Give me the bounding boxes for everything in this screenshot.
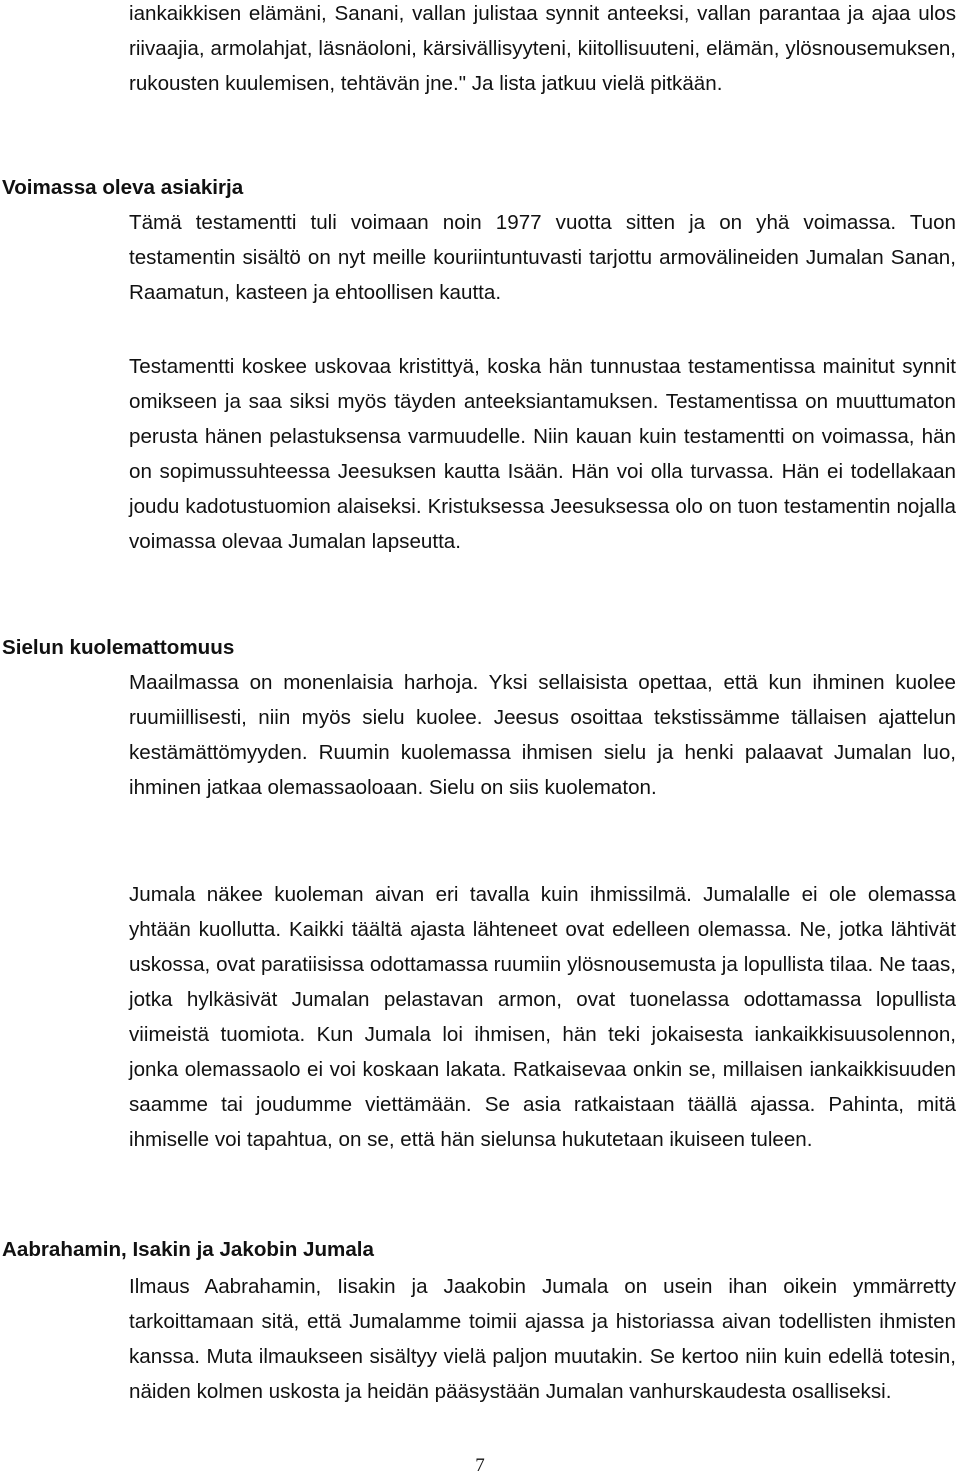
page-number: 7 [475,1455,485,1476]
paragraph-god-sees-death: Jumala näkee kuoleman aivan eri tavalla kuin ihmissilmä. Jumalalle ei ole olemassa yhtään kuollutta. Kaikki täältä ajasta lähteneet ovat edelleen olemassa. Ne, jotka lähtivät uskossa, ovat paratiisissa odottamassa ruumiin ylösnousemusta ja lopullista tilaa. Ne taas, jotka hylkäsivät Jumalan pelastavan armon, ovat tuonelassa odottamassa lopullista viimeistä tuomiota. Kun Jumala loi ihmisen, hän teki jokaisesta iankaikkisuusolennon, jonka olemassaolo ei voi koskaan lakata. Ratkaisevaa onkin se, millaisen iankaikkisuuden saamme tai joudumme viettämään. Se asia ratkaistaan täällä ajassa. Pahinta, mitä ihmiselle voi tapahtua, on se, että hän sielunsa hukutetaan ikuiseen tuleen. [129,883,956,1151]
paragraph-soul-immortality: Maailmassa on monenlaisia harhoja. Yksi sellaisista opettaa, että kun ihminen kuolee ruumiillisesti, niin myös sielu kuolee. Jeesus osoittaa tekstissämme tällaisen ajattelun kestämättömyyden. Ruumin kuolemassa ihmisen sielu ja henki palaavat Jumalan luo, ihminen jatkaa olemassaoloaan. Sielu on siis kuolematon. [129,671,956,799]
heading-voimassa-oleva-asiakirja: Voimassa oleva asiakirja [2,176,244,199]
paragraph-abraham-isaac-jacob: Ilmaus Aabrahamin, Iisakin ja Jaakobin Jumala on usein ihan oikein ymmärretty tarkoittamaan sitä, että Jumalamme toimii ajassa ja historiassa aivan todellisten ihmisten kanssa. Muta ilmaukseen sisältyy vielä paljon muutakin. Se kertoo niin kuin edellä totesin, näiden kolmen uskosta ja heidän pääsystään Jumalan vanhurskaudesta osalliseksi. [129,1275,956,1403]
heading-aabrahamin-jumala: Aabrahamin, Isakin ja Jakobin Jumala [2,1238,374,1261]
paragraph-intro-continuation: iankaikkisen elämäni, Sanani, vallan julistaa synnit anteeksi, vallan parantaa ja ajaa ulos riivaajia, armolahjat, läsnäoloni, kärsivällisyyteni, kiitollisuuteni, elämän, ylösnousemuksen, rukousten kuulemisen, tehtävän jne." Ja lista jatkuu vielä pitkään. [129,2,956,95]
paragraph-testament-believer: Testamentti koskee uskovaa kristittyä, koska hän tunnustaa testamentissa mainitut synnit omikseen ja saa siksi myös täyden anteeksiantamuksen. Testamentissa on muuttumaton perusta hänen pelastuksensa varmuudelle. Niin kauan kuin testamentti on voimassa, hän on sopimussuhteessa Jeesuksen kautta Isään. Hän voi olla turvassa. Hän ei todellakaan joudu kadotustuomion alaiseksi. Kristuksessa Jeesuksessa olo on tuon testamentin nojalla voimassa olevaa Jumalan lapseutta. [129,355,956,553]
heading-sielun-kuolemattomuus: Sielun kuolemattomuus [2,636,235,659]
paragraph-testament-in-force: Tämä testamentti tuli voimaan noin 1977 vuotta sitten ja on yhä voimassa. Tuon testamentin sisältö on nyt meille kouriintuntuvasti tarjottu armovälineiden Jumalan Sanan, Raamatun, kasteen ja ehtoollisen kautta. [129,211,956,304]
